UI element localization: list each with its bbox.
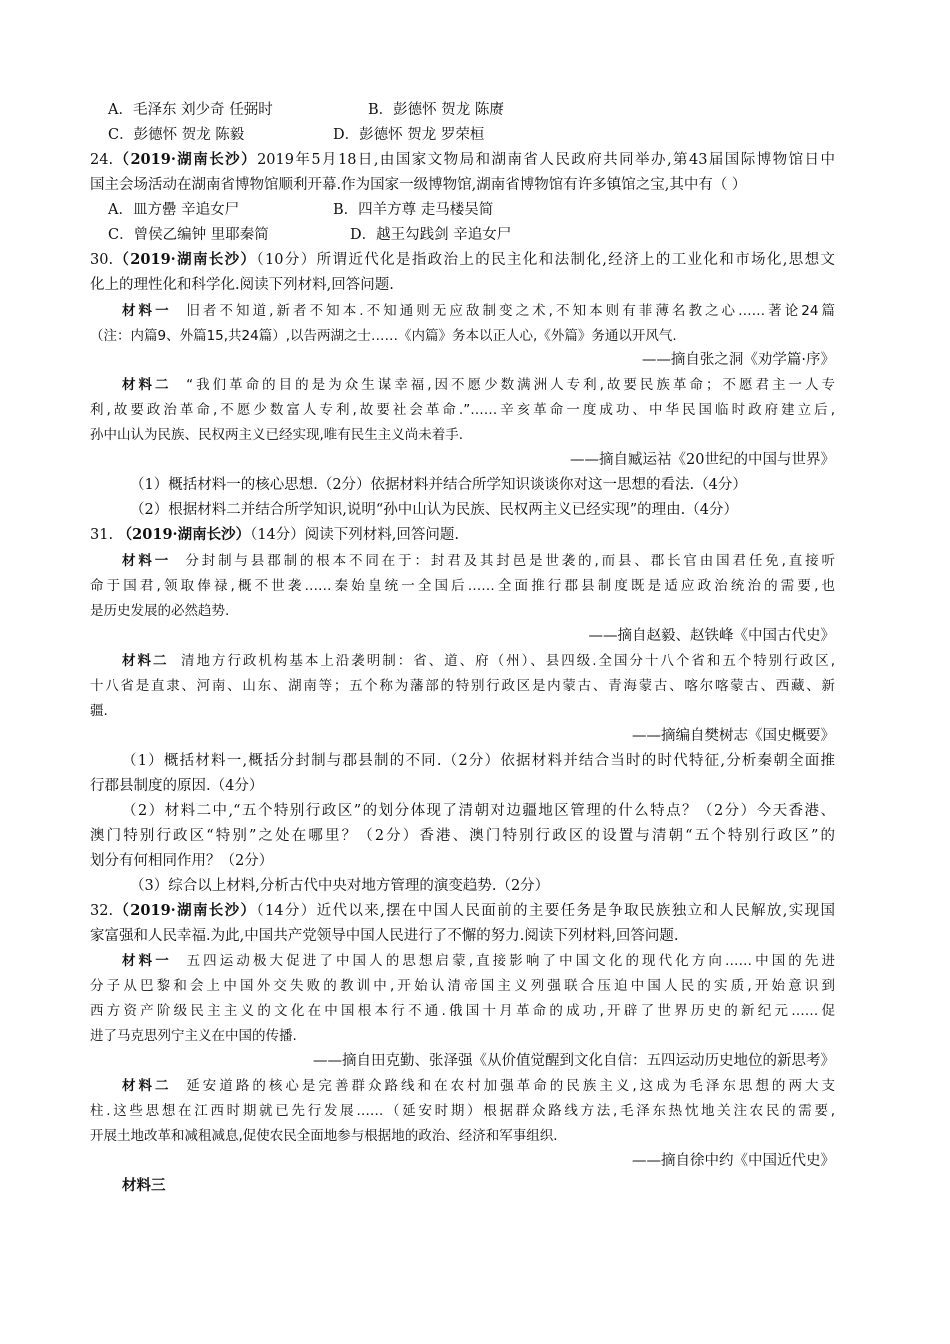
q31-material2-label: 材料二 [122, 653, 169, 669]
q32-material2-line1: 材料二 延安道路的核心是完善群众路线和在农村加强革命的民族主义,这成为毛泽东思想的两大支 [122, 1078, 835, 1094]
q32-source: （2019·湖南长沙） [113, 902, 257, 919]
q24-stem-text: 2019年5月18日,由国家文物局和湖南省人民政府共同举办,第43届国际博物馆日中 [257, 152, 836, 168]
q30-question2: （2）根据材料二并结合所学知识,说明“孙中山认为民族、民权两主义已经实现”的理由.（4分） [130, 502, 738, 518]
q31-material1-line2: 命于国君,领取俸禄,概不世袭……秦始皇统一全国后……全面推行郡县制度既是适应政治统治的需要,也 [90, 578, 835, 594]
q23-option-b: B．彭德怀 贺龙 陈赓 [368, 102, 504, 118]
q23-option-a: A．毛泽东 刘少奇 任弼时 [108, 102, 273, 118]
q30-material2-source: ——摘自臧运祜《20世纪的中国与世界》 [570, 452, 835, 468]
q32-material2-label: 材料二 [122, 1078, 172, 1094]
q31-material1-label: 材料一 [122, 553, 172, 569]
q31-question1-line1: （1）概括材料一,概括分封制与郡县制的不同.（2分）依据材料并结合当时的时代特征,分析秦朝全面推 [122, 753, 835, 769]
q30-material1-label: 材料一 [122, 303, 172, 319]
q30-number: 30. [90, 252, 114, 268]
q31-stem: 31. （2019·湖南长沙）（14分）阅读下列材料,回答问题. [90, 526, 459, 543]
q31-question1-line2: 行郡县制度的原因.（4分） [90, 778, 264, 794]
q32-material1-label: 材料一 [122, 953, 172, 969]
q32-material1-line4: 进了马克思列宁主义在中国的传播. [90, 1028, 297, 1044]
q24-stem-line2: 国主会场活动在湖南省博物馆顺利开幕.作为国家一级博物馆,湖南省博物馆有许多镇馆之宝,其中有（ ） [90, 177, 747, 193]
q30-material1-line1: 材料一 旧者不知道,新者不知本.不知通则无应敌制变之术,不知本则有菲薄名教之心……著论24篇 [122, 303, 836, 319]
q31-material2-line3: 疆. [90, 703, 108, 719]
q32-material3-label: 材料三 [122, 1177, 166, 1194]
q32-material1-source: ——摘自田克勤、张泽强《从价值觉醒到文化自信：五四运动历史地位的新思考》 [313, 1053, 835, 1069]
q32-material2-source: ——摘自徐中约《中国近代史》 [632, 1153, 835, 1169]
q32-material1-line3: 西方资产阶级民主主义的文化在中国根本行不通.俄国十月革命的成功,开辟了世界历史的新纪元……促 [90, 1003, 835, 1019]
q31-source: （2019·湖南长沙） [117, 526, 251, 543]
q31-material2-line2: 十八省是直隶、河南、山东、湖南等；五个称为藩部的特别行政区是内蒙古、青海蒙古、喀尔喀蒙古、西藏、新 [90, 678, 835, 694]
q31-question2-line2: 澳门特别行政区“特别”之处在哪里？（2分）香港、澳门特别行政区的设置与清朝“五个特别行政区”的 [90, 828, 835, 844]
q30-stem-text: （10分）所谓近代化是指政治上的民主化和法制化,经济上的工业化和市场化,思想文 [256, 252, 835, 268]
q30-material1-source: ——摘自张之洞《劝学篇·序》 [641, 352, 835, 368]
q24-option-b: B．四羊方尊 走马楼吴简 [333, 202, 494, 218]
q24-option-a: A．皿方罍 辛追女尸 [108, 202, 240, 218]
q31-question2-line3: 划分有何相同作用？（2分） [90, 853, 274, 869]
q32-material2-line2: 柱.这些思想在江西时期就已先行发展……（延安时期）根据群众路线方法,毛泽东热忱地关注农民的需要, [90, 1103, 835, 1119]
q31-material1-line3: 是历史发展的必然趋势. [90, 603, 230, 619]
q32-material1-line2: 分子从巴黎和会上中国外交失败的教训中,开始认清帝国主义列强联合压迫中国人民的实质,开始意识到 [90, 978, 835, 994]
q30-question1: （1）概括材料一的核心思想.（2分）依据材料并结合所学知识谈谈你对这一思想的看法.（4分） [130, 477, 747, 493]
q31-material2-line1: 材料二 清地方行政机构基本上沿袭明制：省、道、府（州）、县四级.全国分十八个省和五个特别行政区, [122, 653, 835, 669]
q24-stem-line1 [90, 150, 835, 170]
q23-option-d: D．彭德怀 贺龙 罗荣桓 [333, 127, 485, 143]
q24-option-d: D．越王勾践剑 辛追女尸 [350, 227, 512, 243]
q31-question3: （3）综合以上材料,分析古代中央对地方管理的演变趋势.（2分） [130, 878, 550, 894]
q32-stem-line1: 32.（2019·湖南长沙）（14分）近代以来,摆在中国人民面前的主要任务是争取民族独立和人民解放,实现国 [90, 902, 835, 919]
q30-source: （2019·湖南长沙） [113, 251, 257, 268]
q30-material2-line3: 孙中山认为民族、民权两主义已经实现,唯有民生主义尚未着手. [90, 427, 464, 443]
q30-material2-label: 材料二 [122, 377, 172, 393]
q30-stem-line2: 化上的理性化和科学化.阅读下列材料,回答问题. [90, 277, 394, 293]
q31-material2-source: ——摘编自樊树志《国史概要》 [632, 728, 835, 744]
q32-material1-line1: 材料一 五四运动极大促进了中国人的思想启蒙,直接影响了中国文化的现代化方向……中国的先进 [122, 953, 835, 969]
q24-source: （2019·湖南长沙） [113, 151, 258, 168]
q30-material1-line2: （注：内篇9、外篇15,共24篇）,以告两湖之士……《内篇》务本以正人心,《外篇》务通以开风气. [90, 328, 677, 344]
q32-material2-line3: 开展土地改革和减租减息,促使农民全面地参与根据地的政治、经济和军事组织. [90, 1128, 558, 1144]
q23-option-c: C．彭德怀 贺龙 陈毅 [108, 127, 245, 143]
q31-question2-line1: （2）材料二中,“五个特别行政区”的划分体现了清朝对边疆地区管理的什么特点？（2分）今天香港、 [122, 803, 835, 819]
q30-material2-line1: 材料二 “我们革命的目的是为众生谋幸福,因不愿少数满洲人专利,故要民族革命；不愿君主一人专 [122, 377, 836, 393]
q24-number: 24. [90, 152, 114, 168]
q32-number: 32. [90, 903, 114, 919]
q24-option-c: C．曾侯乙编钟 里耶秦简 [108, 227, 269, 243]
q31-material1-line1: 材料一 分封制与县郡制的根本不同在于：封君及其封邑是世袭的,而县、郡长官由国君任免,直接听 [122, 553, 835, 569]
q30-stem-line1 [90, 250, 835, 270]
q32-stem-line2: 家富强和人民幸福.为此,中国共产党领导中国人民进行了不懈的努力.阅读下列材料,回答问题. [90, 928, 679, 944]
q31-material1-source: ——摘自赵毅、赵铁峰《中国古代史》 [588, 628, 835, 644]
q31-number: 31. [90, 527, 114, 543]
q30-material2-line2: 利,故要政治革命,不愿少数富人专利,故要社会革命.”……辛亥革命一度成功、中华民国临时政府建立后, [90, 402, 835, 418]
